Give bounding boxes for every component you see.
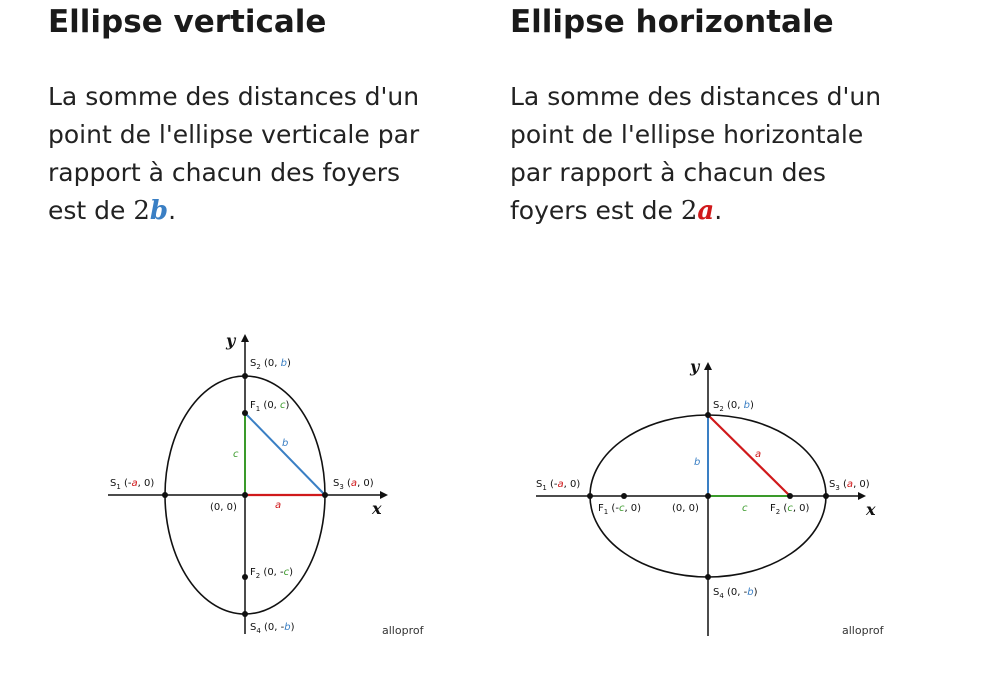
horizontal-ellipse-formula [681,196,714,226]
label-s2: $S_2$ (0, b) [250,358,291,371]
vertical-ellipse-title: Ellipse verticale [48,4,327,40]
vertical-ellipse-description [48,78,428,230]
x-axis-arrow-icon [380,491,388,499]
point-s2 [705,412,711,418]
vertical-ellipse-section [48,0,448,230]
y-axis-arrow-icon [704,362,712,370]
vertical-ellipse-formula [133,196,168,226]
segment-a-label: a [275,500,282,511]
point-s3 [823,493,829,499]
point-s4 [705,574,711,580]
label-origin: (0, 0) [210,502,237,513]
formula-coefficient: 2 [680,196,698,226]
horizontal-ellipse-diagram [530,318,890,648]
segment-c-label: c [233,449,239,460]
segment-b-label: b [282,438,289,449]
label-s1: $S_1$ (-a, 0) [536,479,581,492]
segment-b-label: b [694,457,701,468]
label-s4: $S_4$ (0, -b) [250,622,295,635]
point-f1 [621,493,627,499]
sentence-period: . [168,196,177,225]
y-axis-label: y [226,331,236,350]
label-s1: $S_1$ (-a, 0) [110,478,155,491]
alloprof-logo: alloprof [382,624,424,637]
point-origin [705,493,711,499]
segment-a [708,415,790,496]
formula-variable-b: b [149,196,169,226]
label-f2: $F_2$ (0, -c) [250,567,294,580]
segment-a-label: a [755,449,762,460]
point-f1 [242,410,248,416]
label-s3: $S_3$ (a, 0) [829,479,870,492]
point-origin [242,492,248,498]
y-axis-arrow-icon [241,334,249,342]
label-origin: (0, 0) [672,503,699,514]
label-f1: $F_1$ (-c, 0) [598,503,642,516]
point-s1 [587,493,593,499]
label-f1: $F_1$ (0, c) [250,400,290,413]
horizontal-ellipse-description [510,78,890,230]
alloprof-logo: alloprof [842,624,884,637]
label-s2: $S_2$ (0, b) [713,400,754,413]
x-axis-arrow-icon [858,492,866,500]
horizontal-ellipse-text: La somme des distances d'un point de l'ellipse horizontale par rapport à chacun des foyers est de [510,82,882,225]
point-s2 [242,373,248,379]
point-s4 [242,611,248,617]
point-s1 [162,492,168,498]
point-s3 [322,492,328,498]
formula-variable-a: a [697,196,715,226]
label-f2: $F_2$ (c, 0) [770,503,810,516]
x-axis-label: x [372,499,382,518]
point-f2 [242,574,248,580]
vertical-ellipse-diagram [100,318,440,648]
horizontal-ellipse-section [510,0,910,230]
sentence-period: . [714,196,723,225]
horizontal-ellipse-title: Ellipse horizontale [510,4,834,40]
y-axis-label: y [690,357,700,376]
label-s4: $S_4$ (0, -b) [713,587,758,600]
x-axis-label: x [866,500,876,519]
segment-b [245,413,325,495]
label-s3: $S_3$ (a, 0) [333,478,374,491]
segment-c-label: c [742,503,748,514]
point-f2 [787,493,793,499]
vertical-ellipse-text: La somme des distances d'un point de l'ellipse verticale par rapport à chacun des foyers est de [48,82,420,225]
formula-coefficient: 2 [133,196,150,226]
